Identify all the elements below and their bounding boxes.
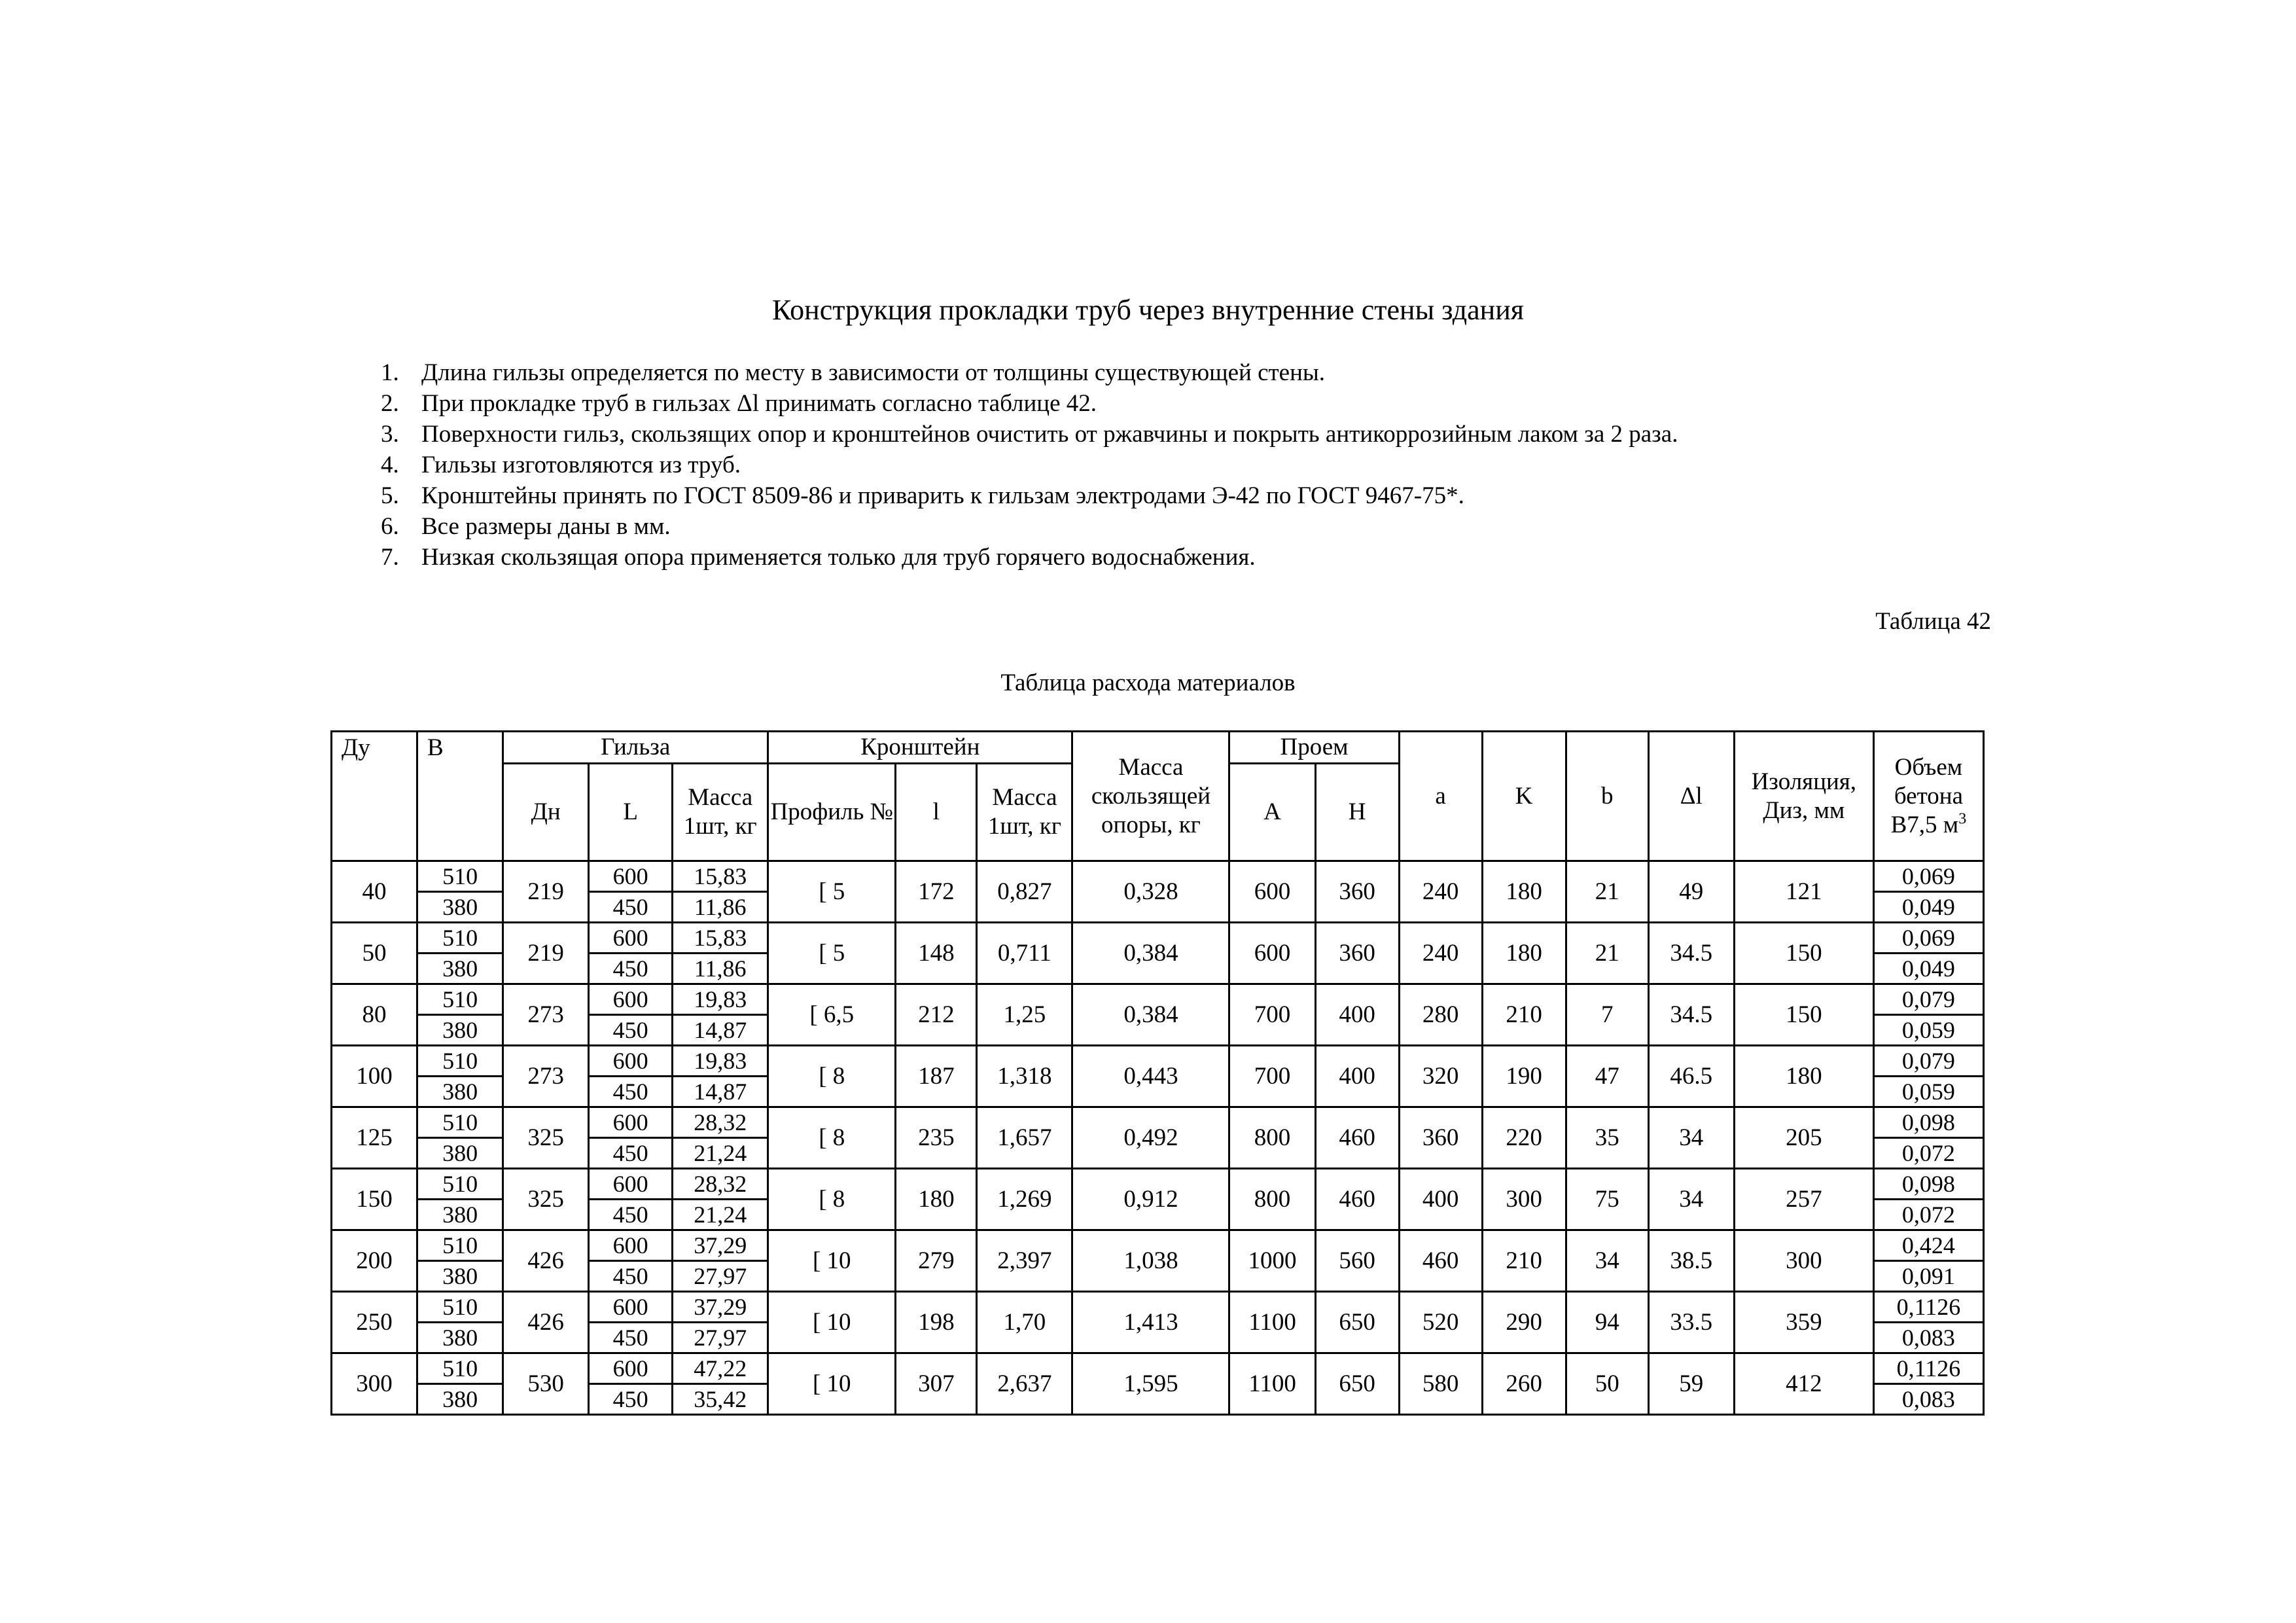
cell-du: 50 [332, 923, 417, 984]
cell-b-small: 34 [1566, 1230, 1648, 1292]
cell-b: 380 [417, 954, 503, 984]
cell-profil: [ 8 [768, 1107, 896, 1169]
note-number: 3. [381, 421, 399, 448]
cell-obem: 0,069 [1873, 861, 1983, 892]
note-item [381, 450, 1678, 480]
cell-izolyaciya: 257 [1734, 1169, 1873, 1230]
cell-b: 510 [417, 984, 503, 1015]
cell-l-big: 600 [589, 1292, 673, 1323]
header-proem: Проем [1229, 732, 1399, 764]
cell-a: 580 [1399, 1353, 1482, 1415]
cell-massa-gilza: 21,24 [673, 1200, 768, 1230]
cell-massa-kr: 0,711 [977, 923, 1072, 984]
cell-izolyaciya: 359 [1734, 1292, 1873, 1353]
note-text: Низкая скользящая опора применяется только для труб горячего водоснабжения. [421, 544, 1256, 571]
cell-massa-gilza: 28,32 [673, 1107, 768, 1138]
header-obem-sup: 3 [1958, 810, 1967, 828]
cell-dn: 219 [503, 861, 589, 923]
note-text: При прокладке труб в гильзах Δl принимать согласно таблице 42. [421, 390, 1097, 417]
cell-massa-gilza: 27,97 [673, 1261, 768, 1292]
header-gilza: Гильза [503, 732, 768, 764]
materials-table [330, 730, 1985, 1416]
cell-l-big: 600 [589, 1107, 673, 1138]
cell-du: 150 [332, 1169, 417, 1230]
cell-a: 320 [1399, 1046, 1482, 1107]
cell-obem: 0,069 [1873, 923, 1983, 954]
cell-massa-gilza: 15,83 [673, 923, 768, 954]
table-body [332, 861, 1984, 1415]
cell-profil: [ 10 [768, 1292, 896, 1353]
cell-delta-l: 38.5 [1648, 1230, 1734, 1292]
cell-obem: 0,083 [1873, 1323, 1983, 1353]
cell-b: 510 [417, 1046, 503, 1077]
note-number: 5. [381, 482, 399, 509]
cell-massa-gilza: 11,86 [673, 892, 768, 923]
cell-massa-opory: 0,443 [1072, 1046, 1229, 1107]
header-massa-kr: Масса 1шт, кг [977, 764, 1072, 861]
cell-delta-l: 34.5 [1648, 923, 1734, 984]
cell-l-small: 235 [896, 1107, 977, 1169]
table-row [332, 1292, 1984, 1323]
cell-obem: 0,1126 [1873, 1292, 1983, 1323]
cell-delta-l: 59 [1648, 1353, 1734, 1415]
cell-l-big: 600 [589, 984, 673, 1015]
cell-b: 510 [417, 1292, 503, 1323]
header-l-big: L [589, 764, 673, 861]
header-izolyaciya: Изоляция, Диз, мм [1734, 732, 1873, 861]
cell-b: 510 [417, 1107, 503, 1138]
cell-proem-h: 650 [1315, 1292, 1399, 1353]
cell-l-big: 450 [589, 1077, 673, 1107]
cell-l-small: 187 [896, 1046, 977, 1107]
cell-a: 280 [1399, 984, 1482, 1046]
cell-a: 400 [1399, 1169, 1482, 1230]
cell-b: 510 [417, 923, 503, 954]
cell-l-big: 600 [589, 1353, 673, 1384]
cell-k: 190 [1482, 1046, 1566, 1107]
note-text: Гильзы изготовляются из труб. [421, 452, 741, 478]
header-kronshtein: Кронштейн [768, 732, 1072, 764]
cell-l-big: 450 [589, 1200, 673, 1230]
cell-obem: 0,059 [1873, 1077, 1983, 1107]
cell-k: 300 [1482, 1169, 1566, 1230]
table-row [332, 923, 1984, 954]
cell-delta-l: 34 [1648, 1169, 1734, 1230]
cell-b: 510 [417, 1169, 503, 1200]
header-row-1 [332, 732, 1984, 764]
note-item [381, 419, 1678, 450]
cell-l-big: 450 [589, 1384, 673, 1415]
note-text: Поверхности гильз, скользящих опор и кронштейнов очистить от ржавчины и покрыть антикоррозийным лаком за 2 раза. [421, 421, 1678, 448]
cell-proem-a: 700 [1229, 1046, 1315, 1107]
cell-proem-h: 560 [1315, 1230, 1399, 1292]
note-item [381, 480, 1678, 511]
cell-l-big: 450 [589, 1323, 673, 1353]
cell-du: 250 [332, 1292, 417, 1353]
cell-du: 100 [332, 1046, 417, 1107]
cell-a: 240 [1399, 861, 1482, 923]
cell-massa-opory: 0,912 [1072, 1169, 1229, 1230]
cell-obem: 0,098 [1873, 1169, 1983, 1200]
cell-massa-gilza: 47,22 [673, 1353, 768, 1384]
cell-delta-l: 33.5 [1648, 1292, 1734, 1353]
cell-obem: 0,072 [1873, 1200, 1983, 1230]
cell-k: 290 [1482, 1292, 1566, 1353]
cell-massa-gilza: 19,83 [673, 1046, 768, 1077]
cell-massa-gilza: 19,83 [673, 984, 768, 1015]
cell-a: 460 [1399, 1230, 1482, 1292]
table-title-text: Таблица расхода материалов [1000, 669, 1296, 696]
cell-l-big: 600 [589, 1169, 673, 1200]
header-proem-h: H [1315, 764, 1399, 861]
cell-dn: 530 [503, 1353, 589, 1415]
cell-du: 40 [332, 861, 417, 923]
cell-massa-gilza: 15,83 [673, 861, 768, 892]
cell-izolyaciya: 150 [1734, 984, 1873, 1046]
cell-l-small: 180 [896, 1169, 977, 1230]
cell-b: 380 [417, 1323, 503, 1353]
header-a: a [1399, 732, 1482, 861]
cell-massa-kr: 1,25 [977, 984, 1072, 1046]
cell-b: 380 [417, 892, 503, 923]
note-item [381, 511, 1678, 542]
table-row [332, 1107, 1984, 1138]
cell-proem-h: 360 [1315, 923, 1399, 984]
cell-massa-kr: 1,269 [977, 1169, 1072, 1230]
cell-massa-gilza: 35,42 [673, 1384, 768, 1415]
cell-k: 260 [1482, 1353, 1566, 1415]
cell-obem: 0,049 [1873, 892, 1983, 923]
cell-l-small: 307 [896, 1353, 977, 1415]
cell-obem: 0,049 [1873, 954, 1983, 984]
cell-massa-kr: 1,318 [977, 1046, 1072, 1107]
note-item [381, 542, 1678, 573]
cell-du: 200 [332, 1230, 417, 1292]
table-row [332, 861, 1984, 892]
cell-proem-a: 1100 [1229, 1353, 1315, 1415]
table-row [332, 1046, 1984, 1077]
header-profil: Профиль № [768, 764, 896, 861]
cell-massa-opory: 0,384 [1072, 923, 1229, 984]
cell-b-small: 21 [1566, 923, 1648, 984]
cell-obem: 0,079 [1873, 984, 1983, 1015]
header-k: K [1482, 732, 1566, 861]
cell-proem-h: 460 [1315, 1107, 1399, 1169]
cell-l-small: 212 [896, 984, 977, 1046]
header-delta-l: Δl [1648, 732, 1734, 861]
cell-l-small: 198 [896, 1292, 977, 1353]
cell-a: 520 [1399, 1292, 1482, 1353]
cell-proem-a: 800 [1229, 1169, 1315, 1230]
notes-list [381, 357, 1678, 573]
cell-massa-gilza: 28,32 [673, 1169, 768, 1200]
cell-izolyaciya: 150 [1734, 923, 1873, 984]
cell-dn: 426 [503, 1230, 589, 1292]
cell-proem-h: 650 [1315, 1353, 1399, 1415]
page-title-text: Конструкция прокладки труб через внутренние стены здания [772, 294, 1524, 326]
cell-b-small: 21 [1566, 861, 1648, 923]
cell-profil: [ 8 [768, 1169, 896, 1230]
cell-dn: 219 [503, 923, 589, 984]
header-obem-text: Объем бетона В7,5 м [1890, 753, 1964, 838]
cell-massa-gilza: 11,86 [673, 954, 768, 984]
cell-b: 510 [417, 1230, 503, 1261]
cell-delta-l: 49 [1648, 861, 1734, 923]
note-text: Кронштейны принять по ГОСТ 8509-86 и приварить к гильзам электродами Э-42 по ГОСТ 9467-75*. [421, 482, 1464, 509]
cell-du: 80 [332, 984, 417, 1046]
page-title [0, 293, 2296, 327]
cell-b: 380 [417, 1138, 503, 1169]
cell-obem: 0,072 [1873, 1138, 1983, 1169]
cell-profil: [ 5 [768, 923, 896, 984]
cell-l-big: 600 [589, 1230, 673, 1261]
header-massa-gilza: Масса 1шт, кг [673, 764, 768, 861]
header-obem-betona [1873, 732, 1983, 861]
cell-proem-h: 400 [1315, 984, 1399, 1046]
cell-proem-a: 1100 [1229, 1292, 1315, 1353]
cell-k: 210 [1482, 1230, 1566, 1292]
cell-profil: [ 10 [768, 1230, 896, 1292]
cell-b: 380 [417, 1015, 503, 1046]
cell-dn: 426 [503, 1292, 589, 1353]
cell-b-small: 50 [1566, 1353, 1648, 1415]
table-row [332, 984, 1984, 1015]
header-l-small: l [896, 764, 977, 861]
header-proem-a: A [1229, 764, 1315, 861]
cell-obem: 0,1126 [1873, 1353, 1983, 1384]
cell-profil: [ 8 [768, 1046, 896, 1107]
note-text: Все размеры даны в мм. [421, 513, 671, 540]
header-b: B [417, 732, 503, 861]
cell-du: 125 [332, 1107, 417, 1169]
cell-b: 510 [417, 1353, 503, 1384]
cell-proem-a: 800 [1229, 1107, 1315, 1169]
cell-massa-kr: 1,657 [977, 1107, 1072, 1169]
cell-proem-h: 360 [1315, 861, 1399, 923]
cell-l-big: 450 [589, 1261, 673, 1292]
header-massa-opory: Масса скользящей опоры, кг [1072, 732, 1229, 861]
cell-l-small: 172 [896, 861, 977, 923]
cell-proem-a: 600 [1229, 923, 1315, 984]
cell-b-small: 75 [1566, 1169, 1648, 1230]
note-number: 7. [381, 544, 399, 571]
cell-dn: 325 [503, 1107, 589, 1169]
cell-obem: 0,091 [1873, 1261, 1983, 1292]
header-b-small: b [1566, 732, 1648, 861]
cell-dn: 325 [503, 1169, 589, 1230]
cell-massa-kr: 2,397 [977, 1230, 1072, 1292]
cell-du: 300 [332, 1353, 417, 1415]
cell-massa-opory: 0,328 [1072, 861, 1229, 923]
cell-k: 180 [1482, 861, 1566, 923]
cell-massa-kr: 0,827 [977, 861, 1072, 923]
cell-massa-opory: 1,038 [1072, 1230, 1229, 1292]
note-number: 1. [381, 359, 399, 386]
cell-massa-gilza: 14,87 [673, 1015, 768, 1046]
note-number: 6. [381, 513, 399, 540]
cell-l-big: 600 [589, 861, 673, 892]
cell-obem: 0,083 [1873, 1384, 1983, 1415]
cell-profil: [ 6,5 [768, 984, 896, 1046]
cell-dn: 273 [503, 1046, 589, 1107]
cell-b: 510 [417, 861, 503, 892]
cell-izolyaciya: 300 [1734, 1230, 1873, 1292]
cell-proem-a: 1000 [1229, 1230, 1315, 1292]
cell-b: 380 [417, 1261, 503, 1292]
cell-b: 380 [417, 1200, 503, 1230]
cell-massa-gilza: 27,97 [673, 1323, 768, 1353]
cell-proem-h: 400 [1315, 1046, 1399, 1107]
cell-b-small: 35 [1566, 1107, 1648, 1169]
cell-l-small: 279 [896, 1230, 977, 1292]
cell-a: 240 [1399, 923, 1482, 984]
cell-izolyaciya: 121 [1734, 861, 1873, 923]
cell-b: 380 [417, 1077, 503, 1107]
cell-l-big: 450 [589, 892, 673, 923]
cell-proem-h: 460 [1315, 1169, 1399, 1230]
cell-delta-l: 34 [1648, 1107, 1734, 1169]
cell-dn: 273 [503, 984, 589, 1046]
cell-massa-opory: 1,413 [1072, 1292, 1229, 1353]
table-row [332, 1169, 1984, 1200]
table-row [332, 1230, 1984, 1261]
cell-b-small: 47 [1566, 1046, 1648, 1107]
note-item [381, 388, 1678, 419]
cell-massa-gilza: 37,29 [673, 1292, 768, 1323]
cell-massa-gilza: 14,87 [673, 1077, 768, 1107]
cell-proem-a: 700 [1229, 984, 1315, 1046]
cell-l-big: 450 [589, 954, 673, 984]
cell-izolyaciya: 180 [1734, 1046, 1873, 1107]
cell-massa-kr: 1,70 [977, 1292, 1072, 1353]
note-number: 2. [381, 390, 399, 417]
cell-massa-opory: 0,492 [1072, 1107, 1229, 1169]
cell-k: 220 [1482, 1107, 1566, 1169]
cell-obem: 0,079 [1873, 1046, 1983, 1077]
cell-izolyaciya: 205 [1734, 1107, 1873, 1169]
cell-massa-kr: 2,637 [977, 1353, 1072, 1415]
cell-massa-opory: 0,384 [1072, 984, 1229, 1046]
cell-massa-gilza: 21,24 [673, 1138, 768, 1169]
cell-profil: [ 5 [768, 861, 896, 923]
cell-b-small: 94 [1566, 1292, 1648, 1353]
note-number: 4. [381, 452, 399, 478]
header-du: Ду [332, 732, 417, 861]
cell-massa-gilza: 37,29 [673, 1230, 768, 1261]
note-item [381, 357, 1678, 388]
cell-l-big: 600 [589, 1046, 673, 1077]
cell-massa-opory: 1,595 [1072, 1353, 1229, 1415]
cell-obem: 0,059 [1873, 1015, 1983, 1046]
table-title [0, 669, 2296, 697]
cell-delta-l: 46.5 [1648, 1046, 1734, 1107]
table-row [332, 1353, 1984, 1384]
cell-izolyaciya: 412 [1734, 1353, 1873, 1415]
cell-l-big: 450 [589, 1015, 673, 1046]
cell-obem: 0,424 [1873, 1230, 1983, 1261]
cell-delta-l: 34.5 [1648, 984, 1734, 1046]
cell-k: 180 [1482, 923, 1566, 984]
note-text: Длина гильзы определяется по месту в зависимости от толщины существующей стены. [421, 359, 1325, 386]
cell-l-big: 450 [589, 1138, 673, 1169]
cell-a: 360 [1399, 1107, 1482, 1169]
cell-l-small: 148 [896, 923, 977, 984]
cell-k: 210 [1482, 984, 1566, 1046]
cell-obem: 0,098 [1873, 1107, 1983, 1138]
cell-l-big: 600 [589, 923, 673, 954]
table-number: Таблица 42 [1875, 608, 1991, 635]
header-dn: Дн [503, 764, 589, 861]
cell-proem-a: 600 [1229, 861, 1315, 923]
cell-profil: [ 10 [768, 1353, 896, 1415]
cell-b-small: 7 [1566, 984, 1648, 1046]
cell-b: 380 [417, 1384, 503, 1415]
